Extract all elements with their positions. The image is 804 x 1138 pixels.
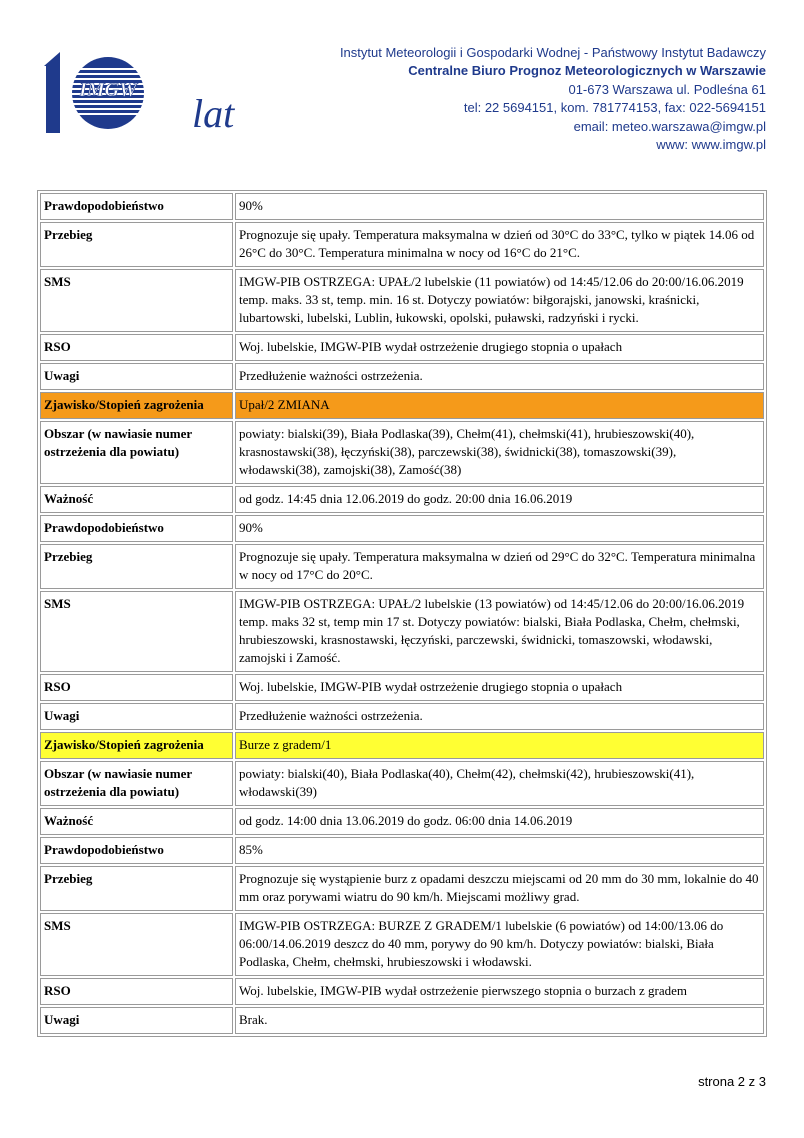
- row-label: Uwagi: [40, 1007, 233, 1034]
- row-value: Woj. lubelskie, IMGW-PIB wydał ostrzeżenie drugiego stopnia o upałach: [235, 334, 764, 361]
- website-info: www: www.imgw.pl: [656, 137, 766, 153]
- row-value: powiaty: bialski(40), Biała Podlaska(40), Chełm(42), chełmski(42), hrubieszowski(41), włodawski(39): [235, 761, 764, 806]
- table-row: [40, 1007, 764, 1034]
- row-value: Prognozuje się upały. Temperatura maksymalna w dzień od 29°C do 32°C. Temperatura minimalna w nocy od 17°C do 20°C.: [235, 544, 764, 589]
- table-row: [40, 334, 764, 361]
- table-row: [40, 591, 764, 672]
- row-value: Brak.: [235, 1007, 764, 1034]
- row-label: Obszar (w nawiasie numer ostrzeżenia dla powiatu): [40, 761, 233, 806]
- row-value: IMGW-PIB OSTRZEGA: BURZE Z GRADEM/1 lubelskie (6 powiatów) od 14:00/13.06 do 06:00/14.06.2019 deszcz do 40 mm, porywy do 90 km/h. Dotyczy powiatów: bialski, Biała Podlaska, Chełm, chełmski, hrubieszowski i włodawski.: [235, 913, 764, 976]
- table-row: [40, 978, 764, 1005]
- row-value: IMGW-PIB OSTRZEGA: UPAŁ/2 lubelskie (13 powiatów) od 14:45/12.06 do 20:00/16.06.2019 temp. maks 32 st, temp min 17 st. Dotyczy powiatów: bialski, Biała Podlaska, Chełm, chełmski, hrubieszowski, krasnostawski, łęczyński, parczewski, świdnicki, tomaszowski, włodawski, zamojski i Zamość.: [235, 591, 764, 672]
- table-row: [40, 515, 764, 542]
- row-label: Przebieg: [40, 222, 233, 267]
- row-label: Prawdopodobieństwo: [40, 193, 233, 220]
- row-value: od godz. 14:00 dnia 13.06.2019 do godz. 06:00 dnia 14.06.2019: [235, 808, 764, 835]
- row-label: Zjawisko/Stopień zagrożenia: [40, 392, 233, 419]
- row-value: Upał/2 ZMIANA: [235, 392, 764, 419]
- row-label: RSO: [40, 334, 233, 361]
- row-label: Zjawisko/Stopień zagrożenia: [40, 732, 233, 759]
- table-row: [40, 703, 764, 730]
- address: 01-673 Warszawa ul. Podleśna 61: [568, 81, 766, 97]
- svg-text:IMGW: IMGW: [79, 79, 137, 101]
- row-value: 90%: [235, 515, 764, 542]
- table-row: [40, 421, 764, 484]
- row-label: Uwagi: [40, 703, 233, 730]
- row-value: 90%: [235, 193, 764, 220]
- imgw-100-lat-logo: [42, 50, 242, 135]
- table-row: [40, 363, 764, 390]
- row-value: Woj. lubelskie, IMGW-PIB wydał ostrzeżenie drugiego stopnia o upałach: [235, 674, 764, 701]
- row-value: Przedłużenie ważności ostrzeżenia.: [235, 703, 764, 730]
- row-label: SMS: [40, 913, 233, 976]
- table-row: [40, 732, 764, 759]
- row-label: Przebieg: [40, 544, 233, 589]
- phone-info: tel: 22 5694151, kom. 781774153, fax: 022-5694151: [463, 100, 766, 116]
- row-label: Ważność: [40, 808, 233, 835]
- row-value: 85%: [235, 837, 764, 864]
- row-label: RSO: [40, 674, 233, 701]
- row-label: SMS: [40, 591, 233, 672]
- row-label: Obszar (w nawiasie numer ostrzeżenia dla powiatu): [40, 421, 233, 484]
- row-value: powiaty: bialski(39), Biała Podlaska(39), Chełm(41), chełmski(41), hrubieszowski(40), krasnostawski(38), łęczyński(38), parczewski(38), świdnicki(38), tomaszowski(39), włodawski(38), zamojski(38), Zamość(38): [235, 421, 764, 484]
- row-value: Burze z gradem/1: [235, 732, 764, 759]
- row-value: Woj. lubelskie, IMGW-PIB wydał ostrzeżenie pierwszego stopnia o burzach z gradem: [235, 978, 764, 1005]
- table-row: [40, 761, 764, 806]
- table-row: [40, 837, 764, 864]
- row-label: RSO: [40, 978, 233, 1005]
- table-row: [40, 674, 764, 701]
- svg-text:lat: lat: [192, 91, 235, 135]
- table-row: [40, 486, 764, 513]
- row-label: SMS: [40, 269, 233, 332]
- institute-header: [340, 44, 766, 154]
- table-row: [40, 269, 764, 332]
- table-row: [40, 808, 764, 835]
- table-row: [40, 222, 764, 267]
- page-number: strona 2 z 3: [698, 1074, 766, 1089]
- row-value: Prognozuje się upały. Temperatura maksymalna w dzień od 30°C do 33°C, tylko w piątek 14.06 od 26°C do 30°C. Temperatura minimalna w nocy od 16°C do 21°C.: [235, 222, 764, 267]
- row-label: Prawdopodobieństwo: [40, 837, 233, 864]
- row-label: Ważność: [40, 486, 233, 513]
- institute-name: Instytut Meteorologii i Gospodarki Wodnej - Państwowy Instytut Badawczy: [339, 45, 766, 60]
- table-row: [40, 913, 764, 976]
- table-row: [40, 544, 764, 589]
- row-label: Przebieg: [40, 866, 233, 911]
- bureau-name: Centralne Biuro Prognoz Meteorologicznych w Warszawie: [408, 63, 766, 79]
- row-value: Przedłużenie ważności ostrzeżenia.: [235, 363, 764, 390]
- row-value: od godz. 14:45 dnia 12.06.2019 do godz. 20:00 dnia 16.06.2019: [235, 486, 764, 513]
- table-row: [40, 193, 764, 220]
- row-label: Prawdopodobieństwo: [40, 515, 233, 542]
- email-info: email: meteo.warszawa@imgw.pl: [573, 118, 766, 134]
- table-row: [40, 392, 764, 419]
- row-label: Uwagi: [40, 363, 233, 390]
- row-value: Prognozuje się wystąpienie burz z opadami deszczu miejscami od 20 mm do 30 mm, lokalnie do 40 mm oraz porywami wiatru do 90 km/h. Miejscami możliwy grad.: [235, 866, 764, 911]
- row-value: IMGW-PIB OSTRZEGA: UPAŁ/2 lubelskie (11 powiatów) od 14:45/12.06 do 20:00/16.06.2019 temp. maks. 33 st, temp. min. 16 st. Dotyczy powiatów: biłgorajski, janowski, kraśnicki, lubartowski, lubelski, Lublin, łukowski, opolski, puławski, radzyński i rycki.: [235, 269, 764, 332]
- warning-table: [37, 190, 767, 1037]
- table-row: [40, 866, 764, 911]
